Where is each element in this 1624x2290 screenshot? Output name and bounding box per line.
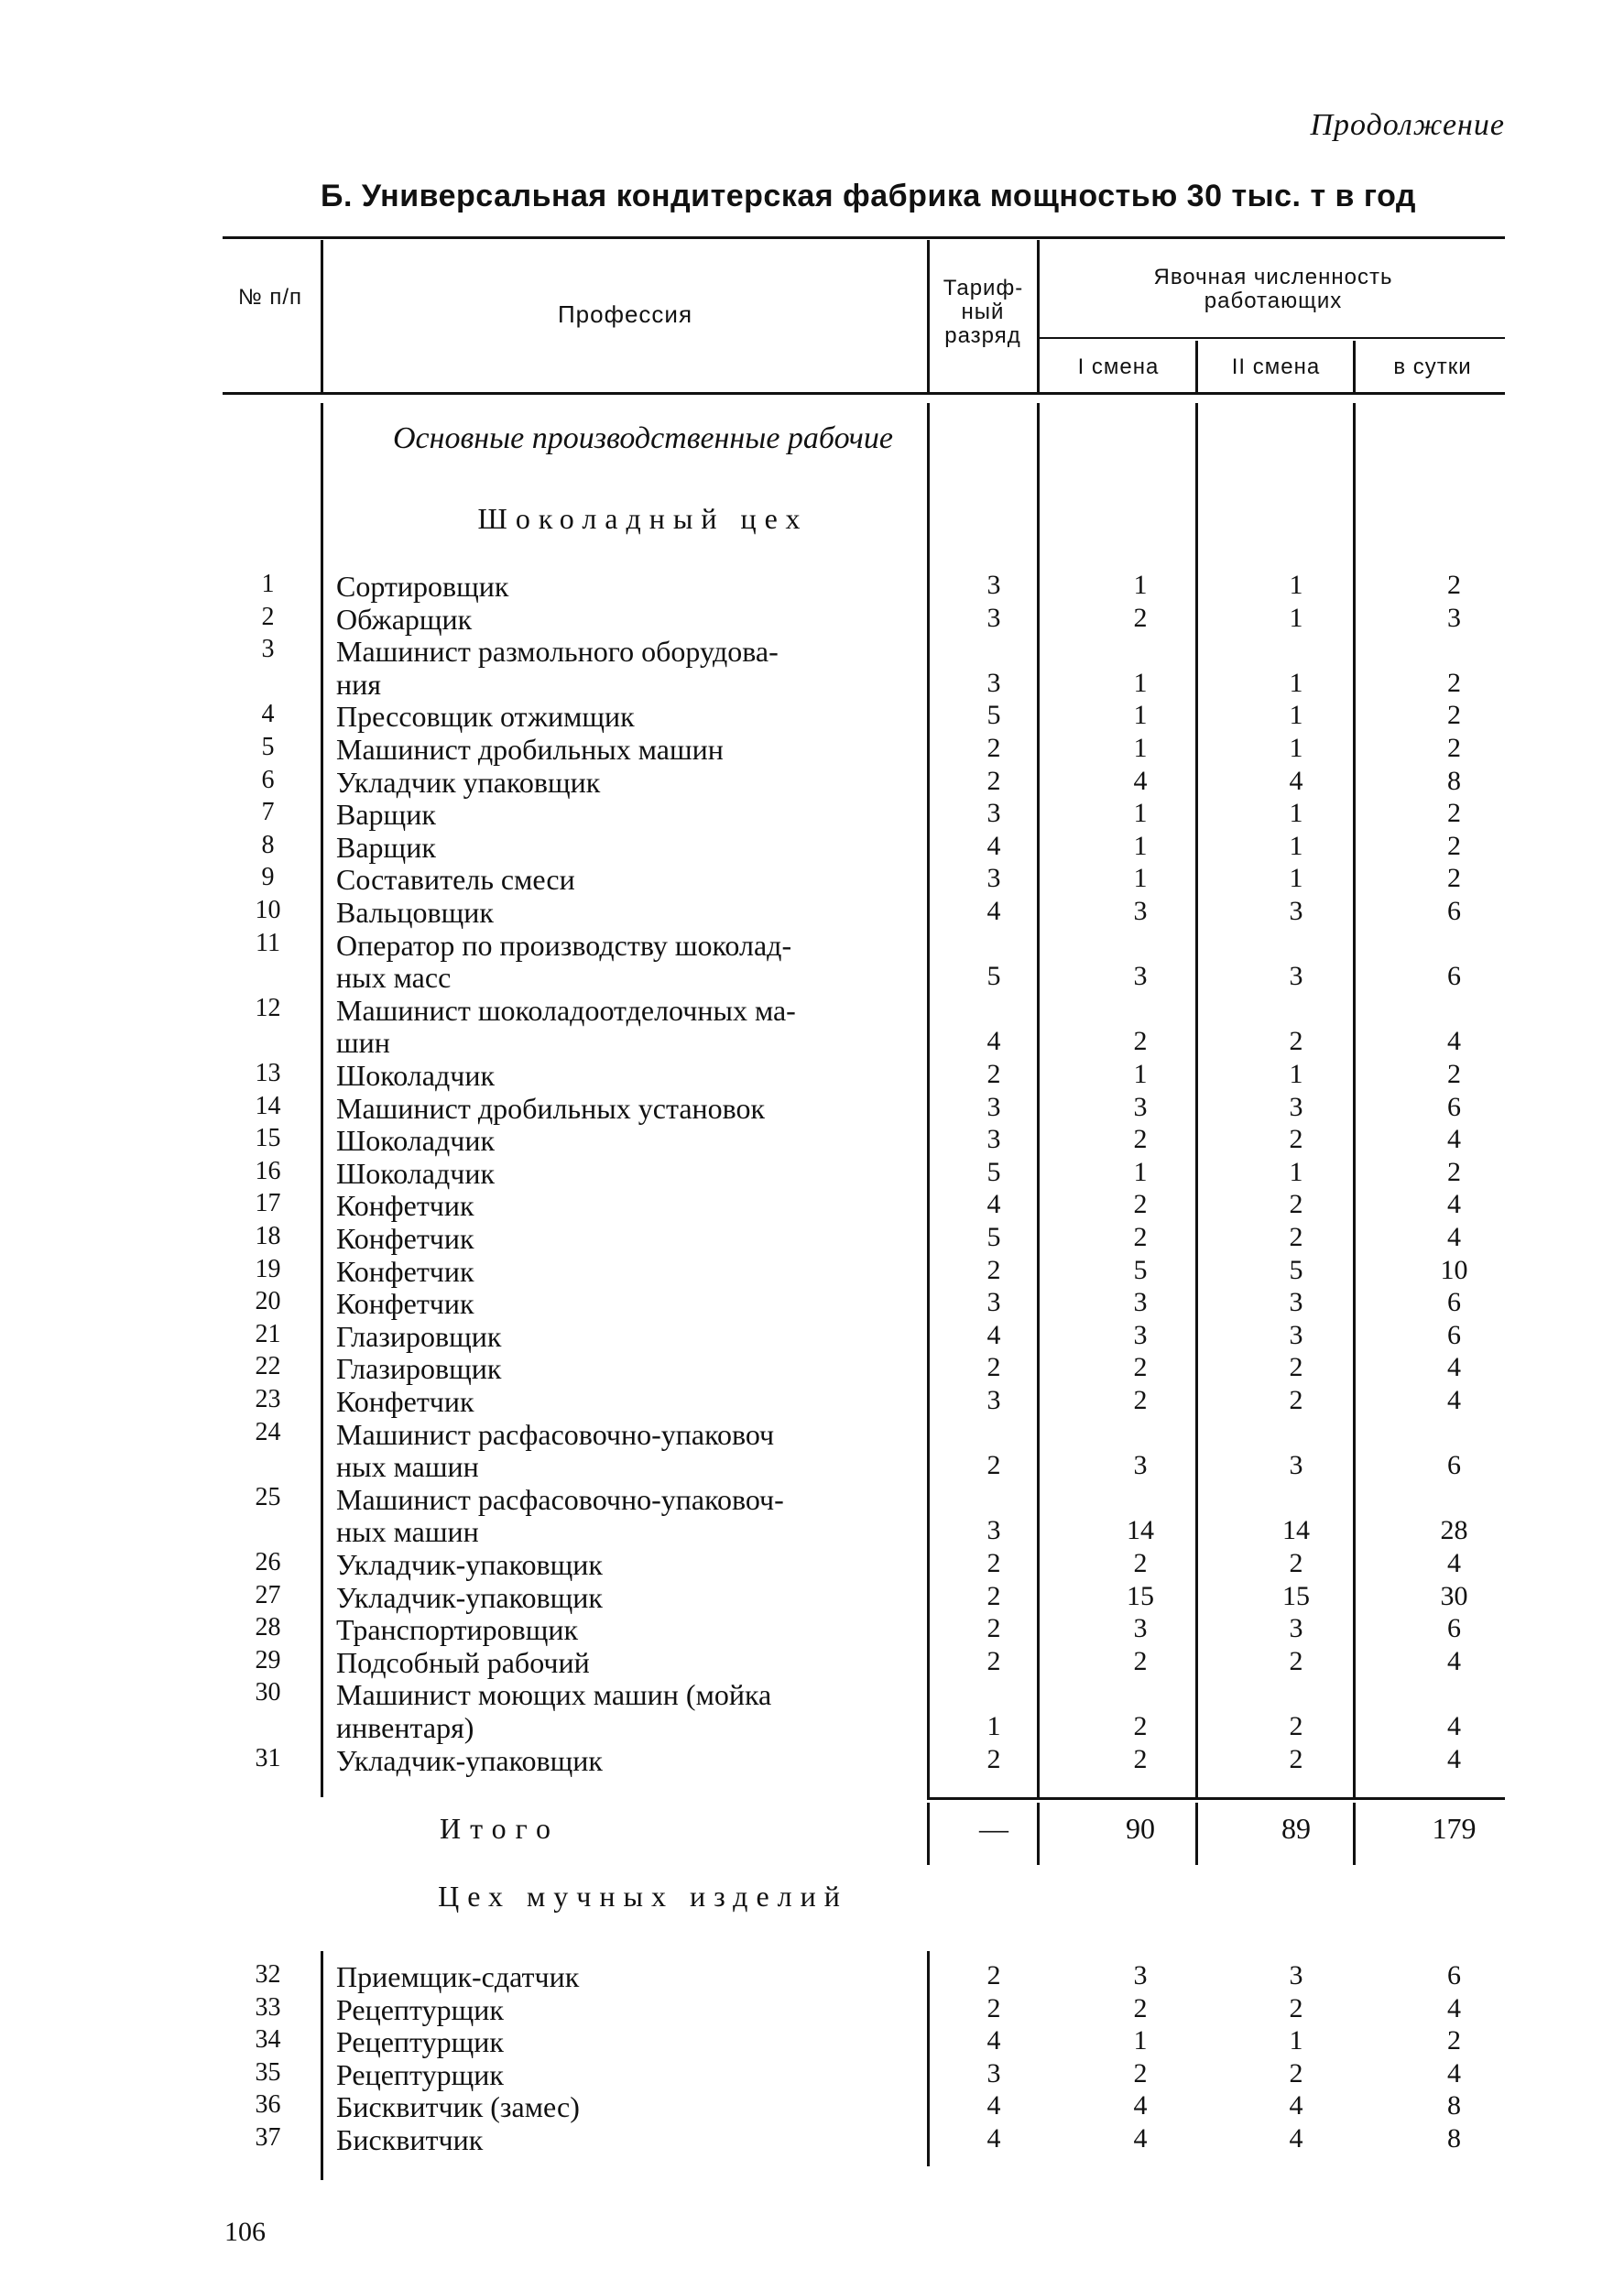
row-profession: Варщик: [336, 798, 436, 832]
table-row: [0, 1711, 1624, 1744]
total-row: [0, 1812, 1624, 1848]
row-grade: 3: [986, 2057, 1001, 2088]
row-grade: 2: [986, 1613, 1001, 1644]
row-number: 16: [255, 1156, 281, 1185]
row-per-day: 2: [1447, 733, 1461, 763]
row-number: 28: [255, 1613, 281, 1642]
row-shift2: 2: [1289, 1711, 1303, 1741]
row-per-day: 2: [1447, 1059, 1461, 1089]
row-shift2: 1: [1289, 700, 1303, 731]
row-grade: 3: [986, 1124, 1001, 1155]
row-number: 10: [255, 896, 281, 924]
row-number: 12: [255, 993, 281, 1022]
row-shift2: 2: [1289, 1124, 1303, 1155]
row-profession: Подсобный рабочий: [336, 1645, 590, 1679]
row-grade: 4: [986, 896, 1001, 926]
row-per-day: 4: [1447, 1743, 1461, 1774]
row-number: 29: [255, 1645, 281, 1674]
header-vline-2: [927, 240, 930, 392]
row-shift2: 1: [1289, 863, 1303, 894]
row-shift2: 2: [1289, 1352, 1303, 1383]
row-number: 13: [255, 1059, 281, 1087]
row-profession: ных масс: [336, 961, 452, 995]
table-row: [0, 635, 1624, 668]
row-shift1: 2: [1133, 1124, 1148, 1155]
row-shift1: 1: [1133, 863, 1148, 894]
row-shift1: 2: [1133, 1385, 1148, 1415]
row-per-day: 4: [1447, 1992, 1461, 2023]
row-shift1: 2: [1133, 1222, 1148, 1252]
row-profession: ния: [336, 667, 381, 701]
row-shift2: 15: [1282, 1580, 1310, 1611]
table-row: [0, 994, 1624, 1027]
row-shift2: 2: [1289, 1548, 1303, 1578]
row-shift2: 2: [1289, 1992, 1303, 2023]
row-grade: 2: [986, 1352, 1001, 1383]
header-grade: Тарифный разряд: [943, 276, 1023, 348]
table-row: [0, 603, 1624, 636]
row-grade: 2: [986, 765, 1001, 796]
row-number: 34: [255, 2025, 281, 2055]
row-number: 4: [261, 700, 275, 729]
row-number: 23: [255, 1385, 281, 1413]
row-number: 20: [255, 1287, 281, 1316]
row-profession: инвентаря): [336, 1711, 474, 1744]
row-per-day: 6: [1447, 1613, 1461, 1644]
table-row: [0, 1124, 1624, 1157]
header-vline-4: [1195, 341, 1198, 392]
row-shift2: 1: [1289, 830, 1303, 861]
row-shift2: 4: [1289, 765, 1303, 796]
row-shift2: 3: [1289, 1960, 1303, 1990]
row-shift1: 3: [1133, 961, 1148, 992]
row-shift2: 2: [1289, 1026, 1303, 1057]
header-shift2: II смена: [1231, 354, 1321, 379]
row-profession: Укладчик-упаковщик: [336, 1548, 603, 1581]
page-title: Б. Универсальная кондитерская фабрика мощностью 30 тыс. т в год: [321, 179, 1416, 213]
row-shift1: 3: [1133, 1091, 1148, 1122]
row-shift2: 3: [1289, 1287, 1303, 1318]
row-per-day: 4: [1447, 1711, 1461, 1741]
row-per-day: 2: [1447, 2025, 1461, 2056]
row-profession: Прессовщик отжимщик: [336, 700, 635, 734]
row-profession: Шоколадчик: [336, 1124, 495, 1158]
row-number: 35: [255, 2057, 281, 2087]
table-row: [0, 1960, 1624, 1993]
table-row: [0, 700, 1624, 733]
table-row: [0, 863, 1624, 896]
table-row: [0, 766, 1624, 799]
row-profession: Глазировщик: [336, 1319, 502, 1353]
table-row: [0, 1189, 1624, 1222]
row-per-day: 6: [1447, 1091, 1461, 1122]
row-shift2: 14: [1282, 1515, 1310, 1546]
row-number: 8: [261, 830, 275, 859]
row-per-day: 4: [1447, 1189, 1461, 1220]
header-vline-3: [1037, 240, 1040, 392]
table-row: [0, 2025, 1624, 2058]
row-shift2: 2: [1289, 1743, 1303, 1774]
row-shift1: 3: [1133, 896, 1148, 926]
row-profession: Обжарщик: [336, 602, 473, 636]
row-per-day: 4: [1447, 1222, 1461, 1252]
row-shift1: 1: [1133, 667, 1148, 698]
row-shift1: 1: [1133, 798, 1148, 829]
table-row: [0, 733, 1624, 766]
header-bottom-rule: [223, 392, 1505, 395]
row-grade: 5: [986, 961, 1001, 992]
total-per-day: 179: [1432, 1812, 1477, 1845]
row-shift1: 2: [1133, 1743, 1148, 1774]
row-profession: Вальцовщик: [336, 896, 494, 929]
row-grade: 4: [986, 1026, 1001, 1057]
row-shift1: 2: [1133, 1548, 1148, 1578]
row-shift1: 14: [1127, 1515, 1154, 1546]
row-per-day: 4: [1447, 1124, 1461, 1155]
row-shift2: 1: [1289, 602, 1303, 633]
row-shift1: 3: [1133, 1287, 1148, 1318]
row-per-day: 2: [1447, 863, 1461, 894]
table-row: [0, 1993, 1624, 2026]
row-grade: 4: [986, 2025, 1001, 2056]
row-per-day: 2: [1447, 570, 1461, 600]
row-grade: 2: [986, 1450, 1001, 1481]
table-row: [0, 1059, 1624, 1092]
row-shift1: 1: [1133, 1059, 1148, 1089]
header-vline-5: [1353, 341, 1356, 392]
table-top-rule: [223, 236, 1505, 239]
row-shift2: 1: [1289, 570, 1303, 600]
row-profession: Конфетчик: [336, 1254, 474, 1288]
row-per-day: 6: [1447, 961, 1461, 992]
row-shift1: 1: [1133, 1156, 1148, 1187]
row-number: 2: [261, 602, 275, 631]
table-row: [0, 1548, 1624, 1581]
row-shift2: 3: [1289, 1091, 1303, 1122]
row-profession: Машинист дробильных установок: [336, 1091, 766, 1125]
row-shift2: 1: [1289, 1156, 1303, 1187]
total-label: Итого: [440, 1812, 560, 1845]
row-shift1: 2: [1133, 1645, 1148, 1676]
row-number: 30: [255, 1678, 281, 1707]
table-row: [0, 2090, 1624, 2123]
table-row: [0, 1255, 1624, 1288]
row-grade: 2: [986, 1743, 1001, 1774]
table-row: [0, 668, 1624, 701]
row-shift1: 1: [1133, 700, 1148, 731]
table-row: [0, 1222, 1624, 1255]
row-grade: 4: [986, 1189, 1001, 1220]
table-row: [0, 1287, 1624, 1320]
row-profession: Машинист расфасовочно-упаковоч: [336, 1417, 775, 1451]
row-number: 22: [255, 1352, 281, 1381]
table-row: [0, 798, 1624, 831]
row-shift1: 1: [1133, 2025, 1148, 2056]
row-shift2: 1: [1289, 2025, 1303, 2056]
row-number: 33: [255, 1992, 281, 2022]
row-number: 24: [255, 1417, 281, 1446]
row-shift2: 5: [1289, 1254, 1303, 1285]
row-shift1: 2: [1133, 2057, 1148, 2088]
row-grade: 5: [986, 1156, 1001, 1187]
row-shift1: 2: [1133, 1711, 1148, 1741]
row-profession: Оператор по производству шоколад-: [336, 928, 792, 962]
row-per-day: 2: [1447, 667, 1461, 698]
row-shift1: 3: [1133, 1613, 1148, 1644]
row-number: 5: [261, 733, 275, 761]
row-number: 19: [255, 1254, 281, 1283]
row-profession: Укладчик упаковщик: [336, 765, 601, 799]
row-profession: Конфетчик: [336, 1287, 474, 1321]
row-per-day: 4: [1447, 1645, 1461, 1676]
table-row: [0, 1026, 1624, 1059]
row-profession: Рецептурщик: [336, 2057, 504, 2091]
section-chocolate-shop: Шоколадный цех: [477, 502, 809, 535]
row-profession: Транспортировщик: [336, 1613, 579, 1647]
row-profession: ных машин: [336, 1450, 479, 1484]
row-shift1: 1: [1133, 733, 1148, 763]
row-profession: Конфетчик: [336, 1189, 474, 1223]
row-shift1: 4: [1133, 765, 1148, 796]
row-per-day: 8: [1447, 765, 1461, 796]
row-shift2: 3: [1289, 1613, 1303, 1644]
row-number: 1: [261, 570, 275, 598]
row-per-day: 3: [1447, 602, 1461, 633]
table-row: [0, 1613, 1624, 1646]
table-row: [0, 2123, 1624, 2156]
header-vline-1: [321, 240, 323, 392]
row-per-day: 4: [1447, 1026, 1461, 1057]
row-shift2: 3: [1289, 1319, 1303, 1350]
row-shift1: 3: [1133, 1960, 1148, 1990]
row-shift1: 1: [1133, 830, 1148, 861]
row-shift1: 4: [1133, 2090, 1148, 2121]
total-shift1: 90: [1126, 1812, 1155, 1845]
row-number: 27: [255, 1580, 281, 1609]
row-grade: 5: [986, 1222, 1001, 1252]
row-profession: Бисквитчик: [336, 2123, 484, 2156]
row-number: 25: [255, 1482, 281, 1511]
table-row: [0, 1157, 1624, 1190]
row-shift2: 4: [1289, 2090, 1303, 2121]
row-profession: Шоколадчик: [336, 1156, 495, 1190]
row-shift2: 2: [1289, 1189, 1303, 1220]
row-grade: 3: [986, 667, 1001, 698]
row-shift2: 3: [1289, 896, 1303, 926]
row-number: 7: [261, 798, 275, 827]
row-per-day: 2: [1447, 700, 1461, 731]
row-profession: Бисквитчик (замес): [336, 2090, 580, 2124]
row-number: 6: [261, 765, 275, 794]
row-number: 11: [256, 928, 280, 957]
section-main-workers: Основные производственные рабочие: [392, 421, 893, 455]
header-per-day: в сутки: [1393, 354, 1472, 379]
row-number: 15: [255, 1124, 281, 1153]
row-number: 37: [255, 2123, 281, 2152]
row-profession: Укладчик-упаковщик: [336, 1580, 603, 1614]
row-shift2: 3: [1289, 961, 1303, 992]
row-grade: 3: [986, 1385, 1001, 1415]
row-grade: 3: [986, 1287, 1001, 1318]
row-grade: 5: [986, 700, 1001, 731]
row-grade: 2: [986, 1059, 1001, 1089]
row-number: 36: [255, 2090, 281, 2120]
row-profession: Рецептурщик: [336, 2025, 504, 2059]
row-per-day: 4: [1447, 1548, 1461, 1578]
row-grade: 3: [986, 1515, 1001, 1546]
row-per-day: 8: [1447, 2123, 1461, 2154]
row-per-day: 10: [1440, 1254, 1468, 1285]
row-grade: 4: [986, 2123, 1001, 2154]
page-number: 106: [224, 2217, 266, 2247]
table-row: [0, 1646, 1624, 1679]
row-shift1: 2: [1133, 602, 1148, 633]
row-profession: Машинист дробильных машин: [336, 733, 724, 766]
row-per-day: 2: [1447, 830, 1461, 861]
row-profession: Машинист размольного оборудова-: [336, 635, 779, 669]
attendance-subrule: [1040, 337, 1505, 339]
row-shift1: 2: [1133, 1026, 1148, 1057]
header-profession: Профессия: [557, 300, 693, 328]
table-row: [0, 896, 1624, 929]
row-per-day: 2: [1447, 1156, 1461, 1187]
table-row: [0, 929, 1624, 962]
row-shift2: 1: [1289, 667, 1303, 698]
row-grade: 2: [986, 1992, 1001, 2023]
row-profession: ных машин: [336, 1515, 479, 1549]
row-per-day: 2: [1447, 798, 1461, 829]
row-profession: Конфетчик: [336, 1222, 474, 1255]
row-profession: Машинист расфасовочно-упаковоч-: [336, 1482, 784, 1516]
header-num: № п/п: [237, 285, 303, 310]
row-profession: Составитель смеси: [336, 863, 575, 897]
row-profession: Машинист моющих машин (мойка: [336, 1678, 772, 1712]
row-number: 14: [255, 1091, 281, 1120]
row-per-day: 6: [1447, 1960, 1461, 1990]
table-row: [0, 570, 1624, 603]
row-per-day: 6: [1447, 896, 1461, 926]
row-profession: Сортировщик: [336, 570, 509, 603]
row-number: 3: [261, 635, 275, 664]
row-number: 9: [261, 863, 275, 892]
row-per-day: 6: [1447, 1319, 1461, 1350]
row-number: 26: [255, 1548, 281, 1576]
row-per-day: 6: [1447, 1287, 1461, 1318]
row-profession: Варщик: [336, 830, 436, 864]
row-per-day: 6: [1447, 1450, 1461, 1481]
row-shift1: 2: [1133, 1992, 1148, 2023]
row-grade: 4: [986, 830, 1001, 861]
row-grade: 3: [986, 1091, 1001, 1122]
row-per-day: 4: [1447, 2057, 1461, 2088]
row-profession: Рецептурщик: [336, 1992, 504, 2026]
row-profession: Глазировщик: [336, 1352, 502, 1386]
row-shift2: 1: [1289, 798, 1303, 829]
row-grade: 3: [986, 570, 1001, 600]
row-grade: 1: [986, 1711, 1001, 1741]
table-row: [0, 1320, 1624, 1353]
row-shift2: 2: [1289, 1385, 1303, 1415]
table-row: [0, 1678, 1624, 1711]
table-row: [0, 961, 1624, 994]
row-per-day: 4: [1447, 1352, 1461, 1383]
row-grade: 4: [986, 2090, 1001, 2121]
row-per-day: 30: [1440, 1580, 1468, 1611]
total-shift2: 89: [1281, 1812, 1311, 1845]
row-grade: 3: [986, 798, 1001, 829]
table-row: [0, 1483, 1624, 1516]
row-shift2: 2: [1289, 1645, 1303, 1676]
row-number: 32: [255, 1960, 281, 1989]
row-shift1: 15: [1127, 1580, 1154, 1611]
row-shift1: 2: [1133, 1189, 1148, 1220]
row-shift2: 4: [1289, 2123, 1303, 2154]
table-row: [0, 1352, 1624, 1385]
row-shift1: 2: [1133, 1352, 1148, 1383]
total-grade: —: [979, 1812, 1008, 1845]
row-profession: шин: [336, 1026, 390, 1060]
table-row: [0, 2058, 1624, 2091]
row-shift1: 4: [1133, 2123, 1148, 2154]
header-attendance: Явочная численность работающих: [1153, 265, 1393, 313]
row-shift1: 3: [1133, 1450, 1148, 1481]
row-number: 17: [255, 1189, 281, 1218]
row-grade: 3: [986, 863, 1001, 894]
total-top-rule: [927, 1797, 1505, 1800]
row-shift2: 2: [1289, 2057, 1303, 2088]
row-shift1: 5: [1133, 1254, 1148, 1285]
table-row: [0, 1744, 1624, 1777]
row-grade: 2: [986, 733, 1001, 763]
row-shift2: 2: [1289, 1222, 1303, 1252]
row-grade: 2: [986, 1580, 1001, 1611]
table-row: [0, 831, 1624, 864]
row-profession: Укладчик-упаковщик: [336, 1743, 603, 1777]
table-row: [0, 1450, 1624, 1483]
table-row: [0, 1581, 1624, 1614]
table-row: [0, 1092, 1624, 1125]
row-profession: Машинист шоколадоотделочных ма-: [336, 993, 796, 1027]
row-grade: 2: [986, 1254, 1001, 1285]
row-grade: 2: [986, 1645, 1001, 1676]
row-grade: 2: [986, 1548, 1001, 1578]
row-per-day: 28: [1440, 1515, 1468, 1546]
table-row: [0, 1418, 1624, 1451]
row-shift2: 1: [1289, 733, 1303, 763]
row-per-day: 8: [1447, 2090, 1461, 2121]
table-row: [0, 1385, 1624, 1418]
row-profession: Шоколадчик: [336, 1059, 495, 1092]
row-shift1: 3: [1133, 1319, 1148, 1350]
row-shift2: 3: [1289, 1450, 1303, 1481]
row-number: 21: [255, 1319, 281, 1348]
row-number: 31: [255, 1743, 281, 1772]
header-shift1: I смена: [1077, 354, 1160, 379]
continuation-label: Продолжение: [1310, 108, 1505, 142]
table-row: [0, 1515, 1624, 1548]
row-shift2: 1: [1289, 1059, 1303, 1089]
row-shift1: 1: [1133, 570, 1148, 600]
row-profession: Приемщик-сдатчик: [336, 1960, 580, 1993]
row-grade: 4: [986, 1319, 1001, 1350]
row-grade: 3: [986, 602, 1001, 633]
row-per-day: 4: [1447, 1385, 1461, 1415]
row-grade: 2: [986, 1960, 1001, 1990]
row-number: 18: [255, 1222, 281, 1250]
row-profession: Конфетчик: [336, 1385, 474, 1418]
section-flour-shop: Цех мучных изделий: [438, 1880, 848, 1913]
